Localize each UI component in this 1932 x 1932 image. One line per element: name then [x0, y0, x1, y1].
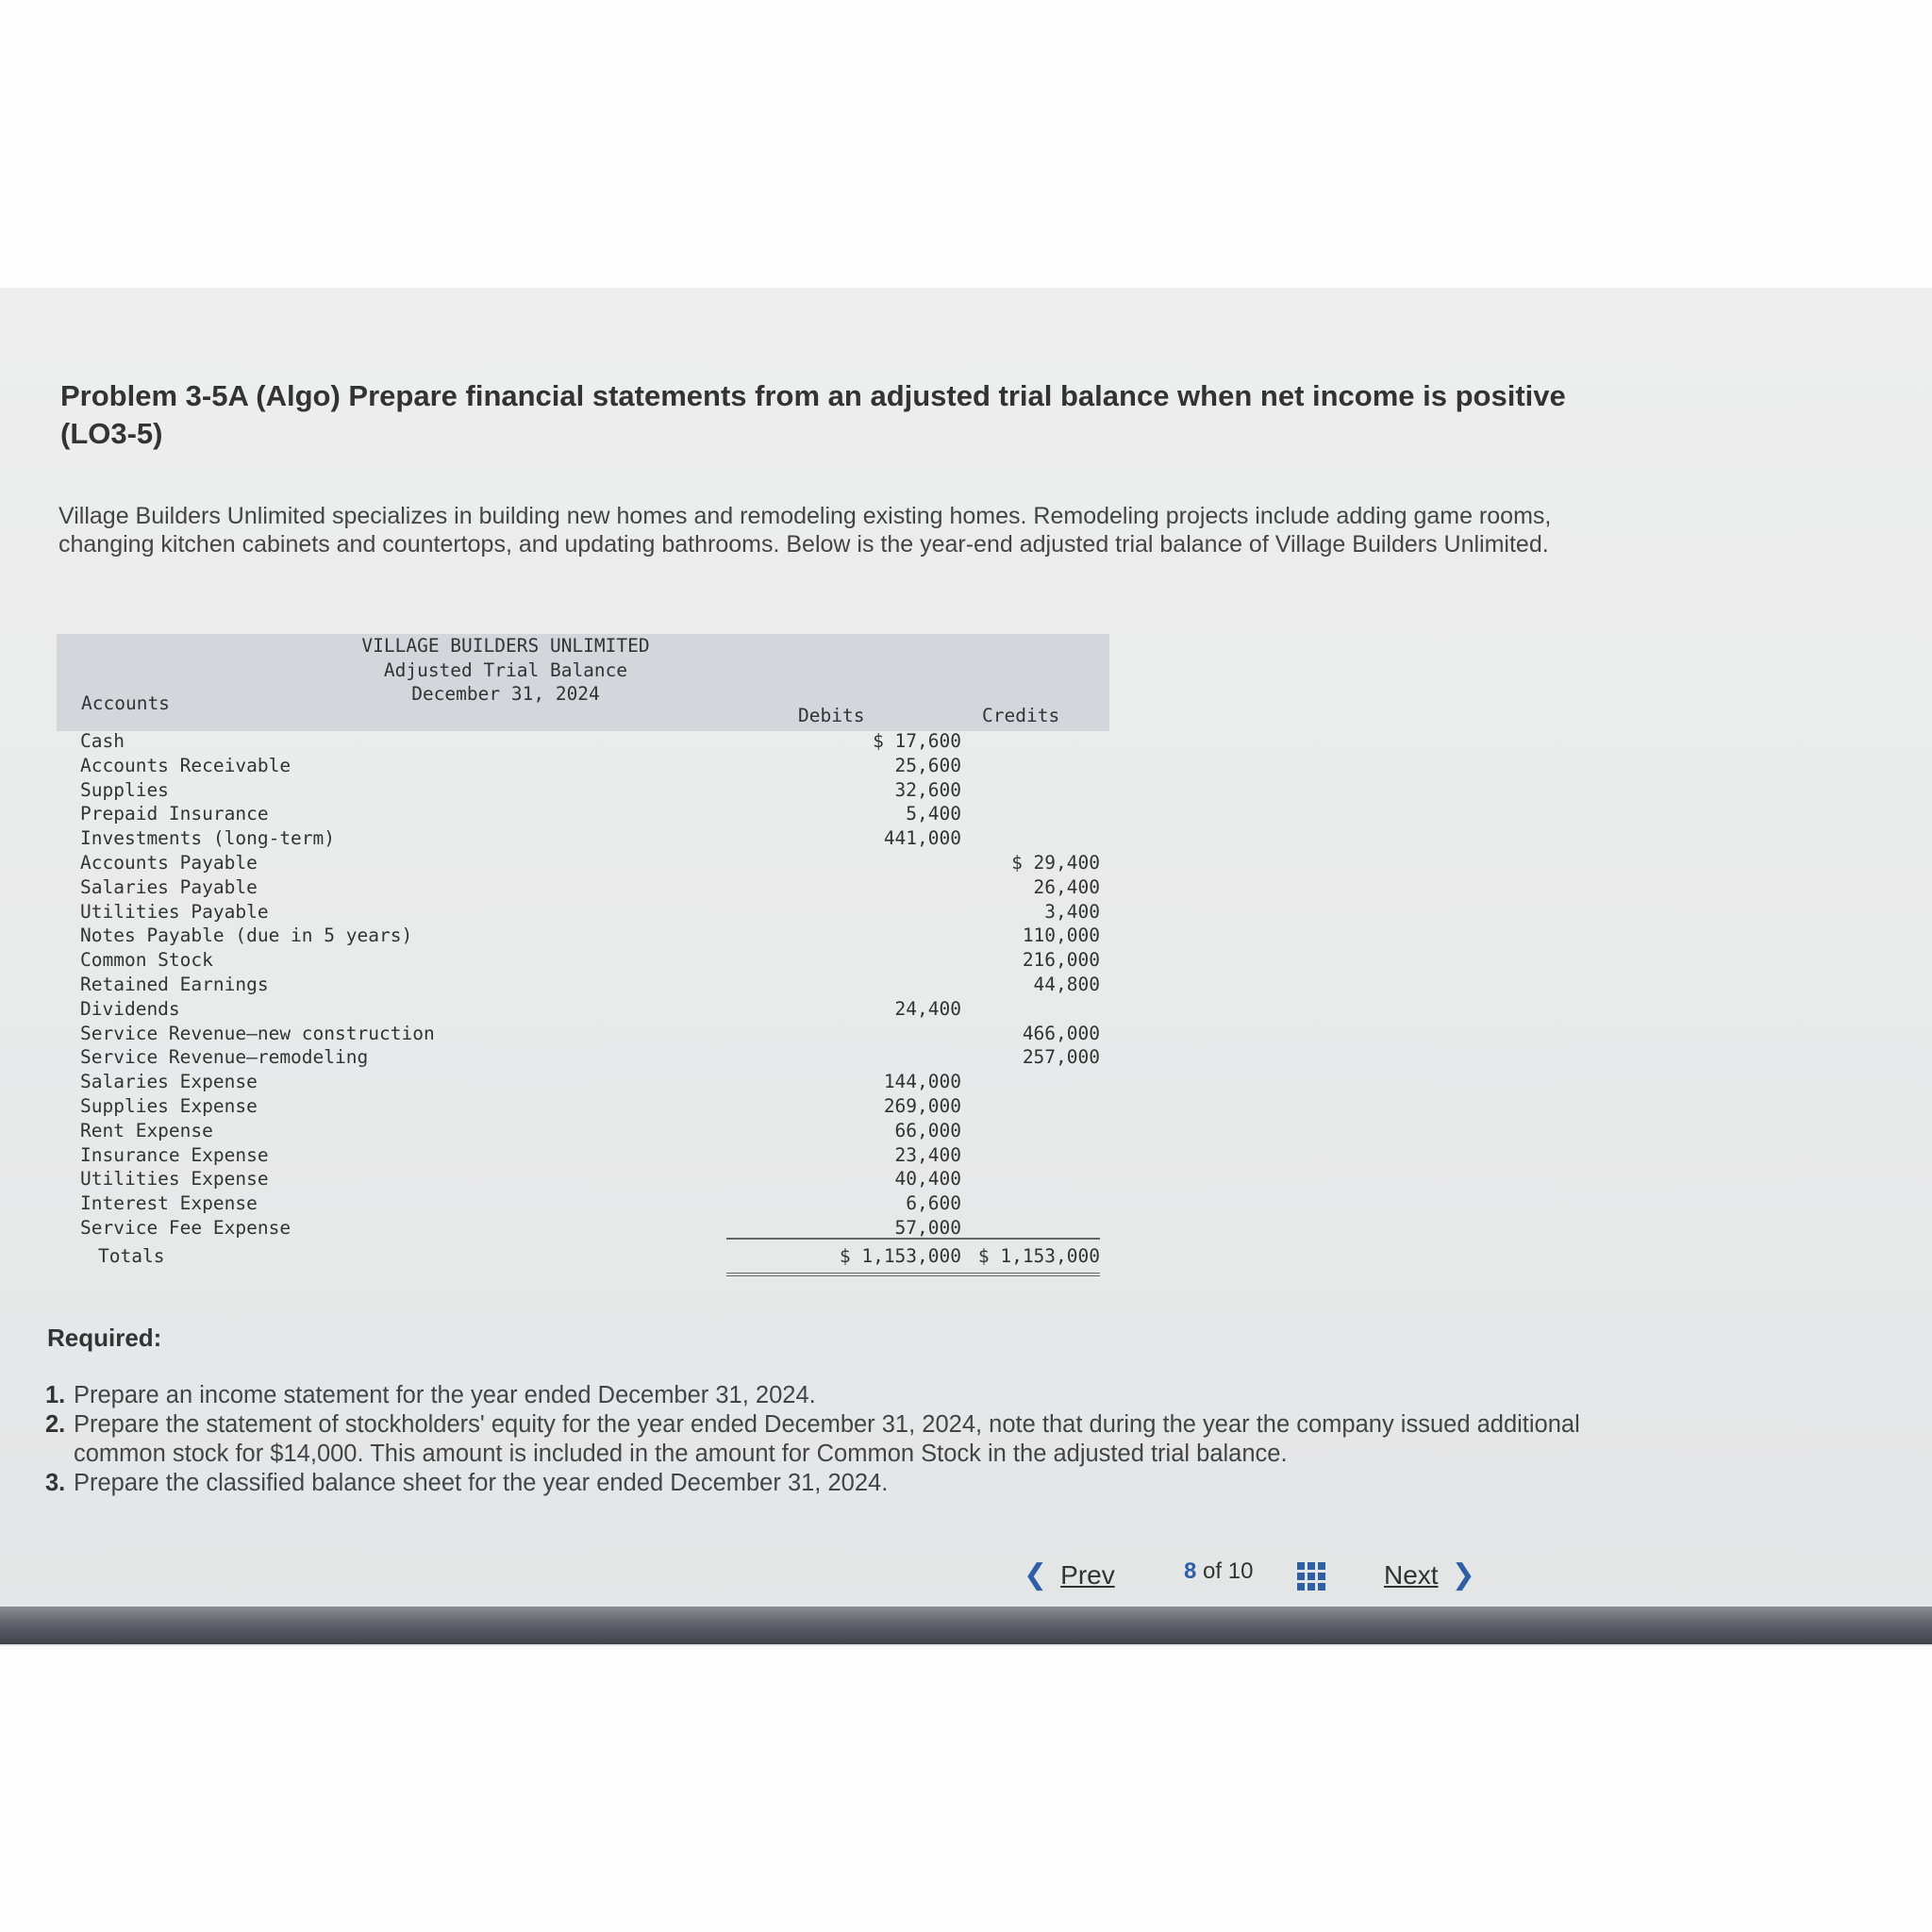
required-item: [45, 1381, 1592, 1410]
credits-header: Credits: [982, 705, 1060, 726]
table-row: [57, 924, 1109, 949]
totals-credit: $ 1,153,000: [977, 1245, 1100, 1267]
grid-icon[interactable]: [1297, 1562, 1325, 1591]
company-name: VILLAGE BUILDERS UNLIMITED: [361, 635, 650, 657]
chevron-right-icon: ❯: [1451, 1559, 1475, 1591]
required-item-number: 2.: [45, 1411, 66, 1438]
table-row: [57, 876, 1109, 901]
adjusted-trial-balance-table: [57, 634, 1109, 1285]
question-navigation: [1024, 1558, 1495, 1596]
debits-header: Debits: [798, 705, 865, 726]
chevron-left-icon: ❮: [1024, 1559, 1048, 1591]
required-item-text: Prepare the classified balance sheet for the year ended December 31, 2024.: [74, 1470, 889, 1496]
debit-amount: $ 17,600: [873, 730, 961, 752]
statement-name: Adjusted Trial Balance: [383, 658, 628, 681]
totals-debit: $ 1,153,000: [839, 1245, 961, 1267]
credit-amount: 110,000: [1022, 924, 1100, 947]
table-row: [57, 1071, 1109, 1095]
credit-amount: 44,800: [1033, 974, 1100, 995]
debit-amount: 25,600: [894, 754, 961, 776]
account-name: Supplies: [80, 778, 169, 801]
table-row: [57, 901, 1109, 925]
page-indicator: [1184, 1558, 1253, 1585]
account-name: Utilities Payable: [80, 900, 269, 923]
table-row: [57, 1168, 1109, 1192]
account-name: Service Revenue—remodeling: [80, 1046, 369, 1069]
table-row: [57, 852, 1109, 876]
next-label: Next: [1384, 1559, 1439, 1590]
account-name: Supplies Expense: [80, 1095, 258, 1117]
credit-amount: 216,000: [1022, 949, 1100, 972]
table-row: [57, 974, 1109, 998]
table-row: [57, 730, 1109, 755]
credit-amount: 466,000: [1022, 1022, 1100, 1044]
debit-amount: 6,600: [906, 1192, 961, 1215]
required-item: [45, 1469, 1592, 1498]
account-name: Notes Payable (due in 5 years): [80, 924, 413, 947]
account-name: Service Fee Expense: [80, 1217, 291, 1239]
credit-amount: 3,400: [1044, 900, 1100, 923]
account-name: Prepaid Insurance: [80, 803, 269, 825]
account-name: Accounts Receivable: [80, 754, 291, 776]
totals-double-rule: [726, 1273, 1100, 1276]
account-name: Salaries Payable: [80, 875, 258, 898]
account-name: Investments (long-term): [80, 827, 336, 850]
required-list: [45, 1381, 1592, 1498]
account-name: Salaries Expense: [80, 1071, 258, 1093]
table-row: [57, 827, 1109, 852]
debit-amount: 32,600: [894, 778, 961, 801]
credit-amount: 257,000: [1022, 1046, 1100, 1069]
account-name: Service Revenue—new construction: [80, 1022, 435, 1044]
table-row: [57, 1095, 1109, 1120]
account-name: Insurance Expense: [80, 1143, 269, 1166]
account-name: Common Stock: [80, 949, 213, 972]
debit-amount: 24,400: [894, 997, 961, 1020]
debit-amount: 66,000: [894, 1119, 961, 1141]
debit-amount: 144,000: [883, 1071, 961, 1093]
required-item-number: 1.: [45, 1382, 66, 1408]
table-row: [57, 998, 1109, 1023]
table-row: [57, 1046, 1109, 1071]
monitor-bezel: [0, 1607, 1932, 1644]
problem-intro: Village Builders Unlimited specializes in building new homes and remodeling existing homes. Remodeling projects include adding game rooms, changing kitchen cabinets and countertops, and updating bathrooms. Below is the year-end adjusted trial balance of Village Builders Unlimited.: [58, 503, 1552, 558]
account-name: Rent Expense: [80, 1119, 213, 1141]
total-pages: 10: [1227, 1558, 1254, 1584]
credit-amount: $ 29,400: [1011, 852, 1100, 874]
debit-amount: 57,000: [894, 1217, 961, 1239]
table-row: [57, 1120, 1109, 1144]
statement-date: December 31, 2024: [411, 683, 600, 705]
totals-row: [57, 1245, 1109, 1270]
accounts-header: Accounts: [81, 692, 170, 714]
next-button[interactable]: [1384, 1558, 1475, 1591]
required-item-number: 3.: [45, 1470, 66, 1496]
account-name: Dividends: [80, 997, 180, 1020]
totals-label: Totals: [98, 1245, 165, 1267]
problem-title: Problem 3-5A (Algo) Prepare financial statements from an adjusted trial balance when net income is positive (LO3-5): [60, 379, 1566, 450]
debit-amount: 269,000: [883, 1095, 961, 1117]
account-name: Cash: [80, 730, 125, 752]
page-of-label: of: [1203, 1558, 1223, 1584]
table-row: [57, 755, 1109, 779]
required-item-text: Prepare an income statement for the year ended December 31, 2024.: [74, 1382, 816, 1408]
credit-amount: 26,400: [1033, 875, 1100, 898]
prev-label: Prev: [1060, 1559, 1115, 1590]
table-heading: [355, 634, 657, 707]
table-row: [57, 803, 1109, 827]
table-row: [57, 779, 1109, 804]
current-page: 8: [1184, 1558, 1197, 1584]
debit-amount: 441,000: [883, 827, 961, 850]
account-name: Utilities Expense: [80, 1168, 269, 1191]
account-name: Retained Earnings: [80, 974, 269, 995]
table-row: [57, 1023, 1109, 1047]
table-row: [57, 1144, 1109, 1169]
table-row: [57, 1192, 1109, 1217]
prev-button[interactable]: [1024, 1558, 1115, 1591]
totals-rule: [726, 1238, 1100, 1240]
table-row: [57, 949, 1109, 974]
account-name: Interest Expense: [80, 1192, 258, 1215]
account-name: Accounts Payable: [80, 852, 258, 874]
debit-amount: 40,400: [894, 1168, 961, 1191]
required-item: [45, 1410, 1592, 1469]
required-label: Required:: [47, 1324, 162, 1352]
debit-amount: 5,400: [906, 803, 961, 825]
required-item-text: Prepare the statement of stockholders' equity for the year ended December 31, 2024, note that during the year the company issued additional common stock for $14,000. This amount is included in the amount for Common Stock in the adjusted trial balance.: [74, 1411, 1580, 1467]
debit-amount: 23,400: [894, 1143, 961, 1166]
